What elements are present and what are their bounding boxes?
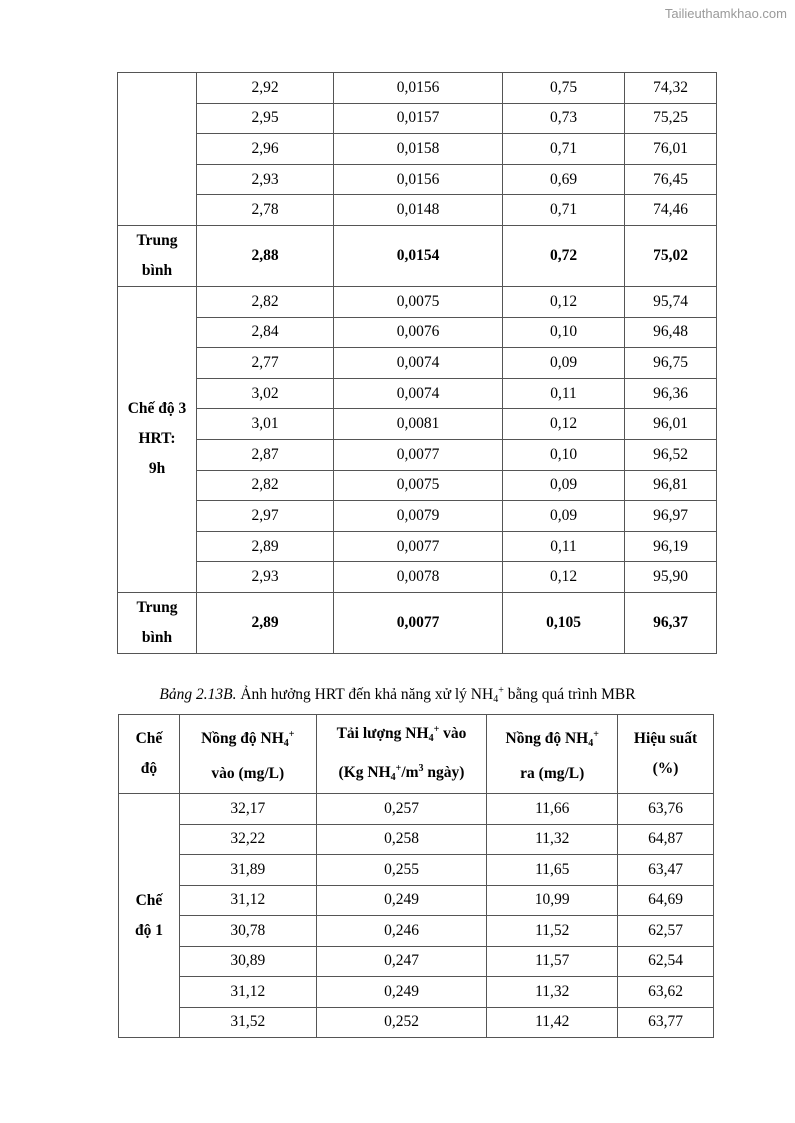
average-label: [118, 592, 197, 653]
header-mode: Chế độ: [119, 715, 180, 794]
table-cell: 0,12: [503, 409, 625, 440]
caption-text: Ảnh hưởng HRT đến khả năng xử lý NH: [236, 686, 494, 703]
table-cell: 2,82: [197, 286, 334, 317]
table-cell: 31,12: [179, 977, 316, 1008]
group-label-mode-3-line-2: HRT:: [138, 430, 176, 448]
table-row: [119, 916, 714, 947]
table-cell: 96,75: [625, 348, 717, 379]
table-cell: 2,95: [197, 103, 334, 134]
table-cell: 0,249: [316, 977, 487, 1008]
table-cell: 2,84: [197, 317, 334, 348]
table-cell: 2,89: [197, 531, 334, 562]
table-cell: 0,0077: [334, 592, 503, 653]
average-label-line-2: bình: [141, 628, 173, 646]
table-row: [118, 409, 717, 440]
table-cell: 0,0077: [334, 531, 503, 562]
table-row: [118, 164, 717, 195]
average-row: [118, 225, 717, 286]
table-cell: 0,69: [503, 164, 625, 195]
table-cell: 95,74: [625, 286, 717, 317]
average-row: [118, 592, 717, 653]
table-row: [118, 286, 717, 317]
average-label: [118, 225, 197, 286]
table-cell: 63,62: [618, 977, 714, 1008]
group-label-mode-1-line-1: Chế: [135, 891, 163, 909]
table-cell: 62,54: [618, 946, 714, 977]
table-cell: 2,93: [197, 562, 334, 593]
table-cell: 0,247: [316, 946, 487, 977]
header-efficiency: Hiệu suất (%): [618, 715, 714, 794]
table-cell: 75,25: [625, 103, 717, 134]
caption-text-end: bằng quá trình MBR: [503, 686, 636, 703]
table-cell: 96,48: [625, 317, 717, 348]
table-row: [119, 794, 714, 825]
table-cell: 0,72: [503, 225, 625, 286]
table-cell: 0,09: [503, 348, 625, 379]
table-row: [118, 348, 717, 379]
table-cell: 0,246: [316, 916, 487, 947]
table-cell: 96,97: [625, 501, 717, 532]
group-label-mode-1-line-2: độ 1: [134, 921, 163, 939]
table-row: [118, 195, 717, 226]
table-cell: 0,0076: [334, 317, 503, 348]
header-load: Tải lượng $NH_4^+$ vào (Kg $NH_4^+/m^3$ ngày): [316, 715, 487, 794]
table-row: [118, 134, 717, 165]
table-row: [118, 531, 717, 562]
table-cell: 0,11: [503, 378, 625, 409]
table-cell: 2,82: [197, 470, 334, 501]
header-inflow-concentration: Nồng độ $NH_4^+$ vào (mg/L): [179, 715, 316, 794]
table-row: [118, 73, 717, 104]
table-cell: 75,02: [625, 225, 717, 286]
table-header-row: [119, 715, 714, 794]
table-cell: 2,88: [197, 225, 334, 286]
table-cell: 3,02: [197, 378, 334, 409]
table-cell: 30,78: [179, 916, 316, 947]
table-cell: 0,09: [503, 470, 625, 501]
table-cell: 11,42: [487, 1007, 618, 1038]
table-cell: 2,92: [197, 73, 334, 104]
table-cell: 11,32: [487, 977, 618, 1008]
table-row: [119, 885, 714, 916]
group-label-empty: [118, 73, 197, 226]
table-cell: 0,0157: [334, 103, 503, 134]
table-cell: 2,96: [197, 134, 334, 165]
table-cell: 30,89: [179, 946, 316, 977]
table-cell: 96,81: [625, 470, 717, 501]
table-cell: 63,77: [618, 1007, 714, 1038]
table-cell: 2,93: [197, 164, 334, 195]
caption-sub: 4: [493, 694, 499, 705]
table-cell: 0,11: [503, 531, 625, 562]
table-cell: 64,87: [618, 824, 714, 855]
table-row: [118, 470, 717, 501]
group-label-mode-3-line-1: Chế độ 3: [127, 400, 187, 418]
table-row: [119, 977, 714, 1008]
table-cell: 0,0156: [334, 164, 503, 195]
table-cell: 63,76: [618, 794, 714, 825]
table-row: [118, 501, 717, 532]
table-cell: 31,52: [179, 1007, 316, 1038]
table-cell: 0,0081: [334, 409, 503, 440]
data-table-2-13b: [118, 714, 714, 1038]
table-row: [119, 824, 714, 855]
table-row: [118, 562, 717, 593]
table-cell: 31,89: [179, 855, 316, 886]
table-cell: 64,69: [618, 885, 714, 916]
average-label-line-2: bình: [141, 261, 173, 279]
table-cell: 0,10: [503, 317, 625, 348]
table-cell: 0,12: [503, 286, 625, 317]
table-cell: 11,52: [487, 916, 618, 947]
table-cell: 11,57: [487, 946, 618, 977]
average-label-line-1: Trung: [136, 231, 178, 249]
table-cell: 62,57: [618, 916, 714, 947]
table-cell: 0,0078: [334, 562, 503, 593]
table-cell: 0,0079: [334, 501, 503, 532]
table-cell: 96,01: [625, 409, 717, 440]
table-cell: 63,47: [618, 855, 714, 886]
table-cell: 0,0075: [334, 286, 503, 317]
data-table-continued: [117, 72, 717, 654]
table-cell: 96,36: [625, 378, 717, 409]
table-row: [118, 439, 717, 470]
table-cell: 96,52: [625, 439, 717, 470]
table-cell: 95,90: [625, 562, 717, 593]
table-row: [118, 317, 717, 348]
table-cell: 0,12: [503, 562, 625, 593]
table-cell: 0,257: [316, 794, 487, 825]
group-label-mode-3: [118, 286, 197, 592]
group-label-mode-3-line-3: 9h: [148, 460, 166, 478]
average-label-line-1: Trung: [136, 598, 178, 616]
table-cell: 0,255: [316, 855, 487, 886]
table-cell: 32,22: [179, 824, 316, 855]
table-cell: 96,37: [625, 592, 717, 653]
table-caption: [0, 685, 795, 705]
table-cell: 0,71: [503, 195, 625, 226]
header-outflow-concentration: Nồng độ $NH_4^+$ ra (mg/L): [487, 715, 618, 794]
caption-sup: +: [498, 685, 504, 696]
caption-prefix: Bảng 2.13B.: [159, 686, 237, 703]
table-cell: 0,0075: [334, 470, 503, 501]
table-cell: 0,0148: [334, 195, 503, 226]
table-cell: 74,46: [625, 195, 717, 226]
table-cell: 0,0074: [334, 378, 503, 409]
table-cell: 0,73: [503, 103, 625, 134]
table-cell: 0,09: [503, 501, 625, 532]
table-cell: 0,10: [503, 439, 625, 470]
table-cell: 0,105: [503, 592, 625, 653]
table-cell: 0,258: [316, 824, 487, 855]
table-cell: 0,71: [503, 134, 625, 165]
table-cell: 31,12: [179, 885, 316, 916]
table-cell: 11,32: [487, 824, 618, 855]
table-cell: 76,01: [625, 134, 717, 165]
table-cell: 2,89: [197, 592, 334, 653]
watermark: Tailieuthamkhao.com: [664, 6, 787, 21]
table-cell: 2,78: [197, 195, 334, 226]
table-cell: 11,65: [487, 855, 618, 886]
table-cell: 0,0158: [334, 134, 503, 165]
table-row: [119, 1007, 714, 1038]
table-row: [118, 378, 717, 409]
group-label-mode-1: [119, 794, 180, 1038]
table-cell: 74,32: [625, 73, 717, 104]
table-cell: 96,19: [625, 531, 717, 562]
table-cell: 2,77: [197, 348, 334, 379]
table-row: [119, 946, 714, 977]
table-cell: 0,0156: [334, 73, 503, 104]
table-cell: 0,75: [503, 73, 625, 104]
table-cell: 3,01: [197, 409, 334, 440]
table-cell: 32,17: [179, 794, 316, 825]
table-row: [119, 855, 714, 886]
table-cell: 0,249: [316, 885, 487, 916]
table-row: [118, 103, 717, 134]
table-cell: 0,0077: [334, 439, 503, 470]
table-cell: 0,252: [316, 1007, 487, 1038]
table-cell: 2,87: [197, 439, 334, 470]
table-cell: 76,45: [625, 164, 717, 195]
table-cell: 2,97: [197, 501, 334, 532]
table-cell: 10,99: [487, 885, 618, 916]
table-cell: 0,0074: [334, 348, 503, 379]
table-cell: 11,66: [487, 794, 618, 825]
table-cell: 0,0154: [334, 225, 503, 286]
